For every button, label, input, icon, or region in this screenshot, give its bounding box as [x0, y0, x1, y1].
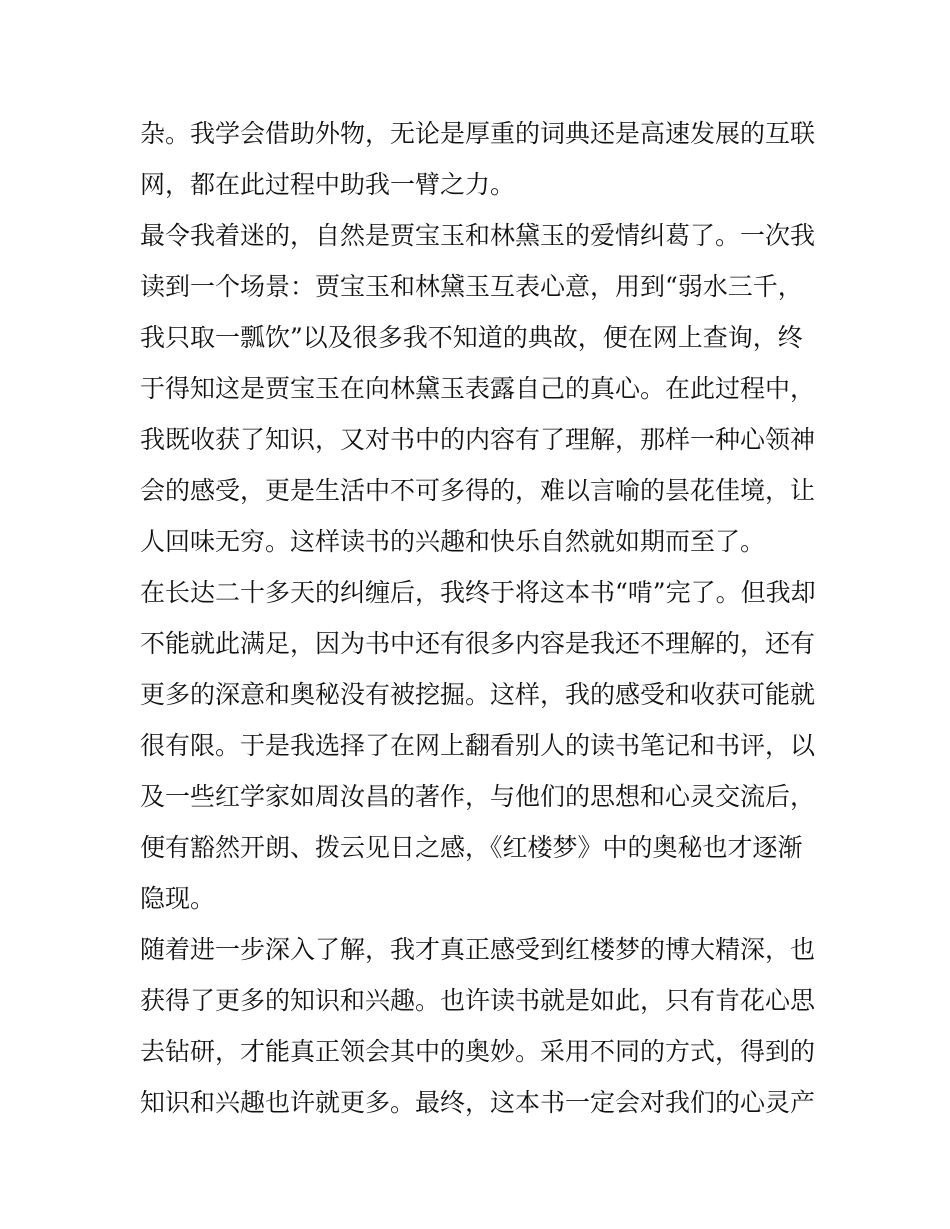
text-line: 读到一个场景：贾宝玉和林黛玉互表心意，用到“弱水三千，	[140, 272, 803, 301]
text-line: 便有豁然开朗、拨云见日之感，《红楼梦》中的奥秘也才逐渐	[140, 833, 803, 862]
text-line: 获得了更多的知识和兴趣。也许读书就是如此，只有肯花心思	[140, 986, 816, 1015]
text-line: 我只取一瓢饮”以及很多我不知道的典故，便在网上查询，终	[140, 323, 803, 352]
text-line: 更多的深意和奥秘没有被挖掘。这样，我的感受和收获可能就	[140, 680, 816, 709]
text-line: 很有限。于是我选择了在网上翻看别人的读书笔记和书评，以	[140, 731, 816, 760]
text-line: 不能就此满足，因为书中还有很多内容是我还不理解的，还有	[140, 629, 816, 658]
text-line: 及一些红学家如周汝昌的著作，与他们的思想和心灵交流后，	[140, 782, 816, 811]
text-line: 随着进一步深入了解，我才真正感受到红楼梦的博大精深，也	[140, 935, 816, 964]
text-line: 人回味无穷。这样读书的兴趣和快乐自然就如期而至了。	[140, 527, 766, 556]
text-line: 最令我着迷的，自然是贾宝玉和林黛玉的爱情纠葛了。一次我	[140, 221, 816, 250]
body-text	[140, 108, 820, 1128]
text-line: 在长达二十多天的纠缠后，我终于将这本书“啃”完了。但我却	[140, 578, 816, 607]
text-line: 去钻研，才能真正领会其中的奥妙。采用不同的方式，得到的	[140, 1037, 816, 1066]
text-line: 会的感受，更是生活中不可多得的，难以言喻的昙花佳境，让	[140, 476, 816, 505]
text-line: 网，都在此过程中助我一臂之力。	[140, 170, 516, 199]
text-line: 我既收获了知识，又对书中的内容有了理解，那样一种心领神	[140, 425, 816, 454]
text-line: 知识和兴趣也许就更多。最终，这本书一定会对我们的心灵产	[140, 1088, 816, 1117]
text-line: 杂。我学会借助外物，无论是厚重的词典还是高速发展的互联	[140, 119, 816, 148]
text-line: 隐现。	[140, 884, 216, 913]
text-line: 于得知这是贾宝玉在向林黛玉表露自己的真心。在此过程中，	[140, 374, 816, 403]
